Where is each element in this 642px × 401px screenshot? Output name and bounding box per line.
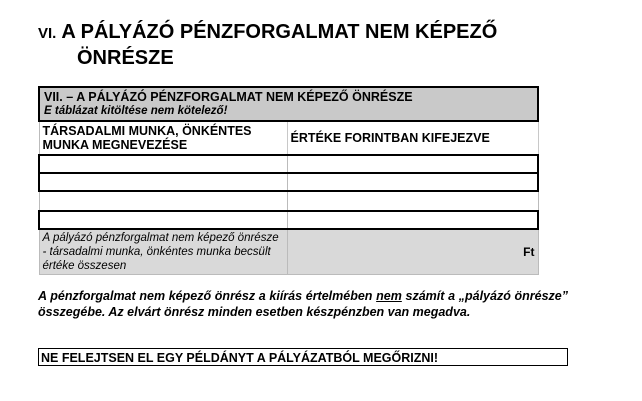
name-cell[interactable] xyxy=(39,211,287,229)
table-row xyxy=(39,155,538,173)
name-cell[interactable] xyxy=(39,173,287,191)
column-header-name: TÁRSADALMI MUNKA, ÖNKÉNTES MUNKA MEGNEVEZÉSE xyxy=(39,121,287,155)
reminder-box: NE FELEJTSEN EL EGY PÉLDÁNYT A PÁLYÁZATBÓL MEGŐRIZNI! xyxy=(38,348,568,366)
name-cell[interactable] xyxy=(39,155,287,173)
sum-row xyxy=(39,229,538,275)
note-emphasis: nem xyxy=(376,289,402,303)
value-cell[interactable] xyxy=(287,155,538,173)
note-text-part2: számít a „pályázó önrésze” összegébe. Az elvárt önrész minden esetben készpénzben van megadva. xyxy=(38,289,568,319)
section-title-line2: ÖNRÉSZE xyxy=(77,47,174,69)
section-title-line1: A PÁLYÁZÓ PÉNZFORGALMAT NEM KÉPEZŐ xyxy=(61,21,498,43)
table-header xyxy=(39,87,538,121)
value-cell[interactable] xyxy=(287,191,538,211)
sum-value-cell[interactable]: Ft xyxy=(287,229,538,275)
sum-label: A pályázó pénzforgalmat nem képező önrésze - társadalmi munka, önkéntes munka becsült értéke összesen xyxy=(39,229,287,275)
table-row xyxy=(39,191,538,211)
note-text-part1: A pénzforgalmat nem képező önrész a kiírás értelmében xyxy=(38,289,377,303)
section-number: VI. xyxy=(38,25,57,42)
table-title: VII. – A PÁLYÁZÓ PÉNZFORGALMAT NEM KÉPEZŐ ÖNRÉSZE xyxy=(44,90,413,104)
table-row xyxy=(39,211,538,229)
column-header-value: ÉRTÉKE FORINTBAN KIFEJEZVE xyxy=(287,121,538,155)
info-note xyxy=(38,288,568,320)
table-subtitle: E táblázat kitöltése nem kötelező! xyxy=(44,105,228,117)
section-heading xyxy=(38,20,598,70)
name-cell[interactable] xyxy=(39,191,287,211)
value-cell[interactable] xyxy=(287,173,538,191)
value-cell[interactable] xyxy=(287,211,538,229)
contribution-table xyxy=(38,86,539,275)
table-row xyxy=(39,173,538,191)
